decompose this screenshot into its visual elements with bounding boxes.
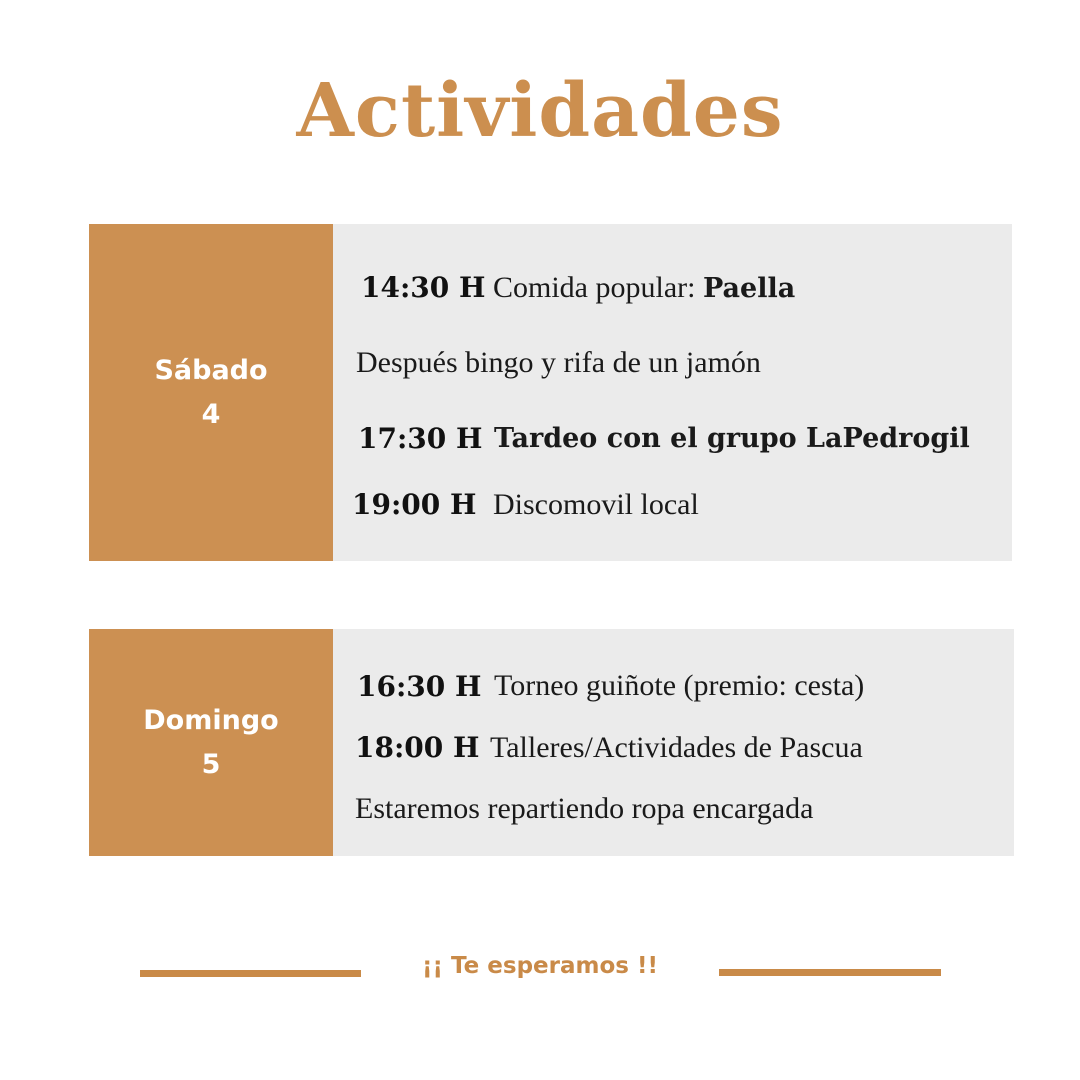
event-note: Estaremos repartiendo ropa encargada [355,792,814,825]
footer-message: ¡¡ Te esperamos !! [422,953,658,979]
day-panel-saturday [333,224,1012,561]
event-time: 17:30 H [358,422,483,455]
event-text: Talleres/Actividades de Pascua [490,731,863,764]
event-text: Torneo guiñote (premio: cesta) [494,669,865,702]
day-name: Domingo [143,704,279,736]
day-name: Sábado [154,354,268,386]
event-note: Después bingo y rifa de un jamón [356,346,761,379]
event-text: Comida popular: [493,271,703,304]
day-label-saturday [89,224,333,561]
event-time: 16:30 H [357,670,482,703]
event-description [493,271,795,305]
event-time: 19:00 H [352,488,477,521]
day-label-sunday [89,629,333,856]
page-title: Actividades [296,68,784,154]
event-text: Discomovil local [493,488,699,521]
event-time: 18:00 H [355,731,480,764]
day-panel-sunday [333,629,1014,856]
event-highlight: Tardeo con el grupo LaPedrogil [494,423,970,454]
event-time: 14:30 H [361,271,486,304]
day-number: 4 [201,398,221,430]
footer-rule-right [719,969,941,976]
footer-rule-left [140,970,361,977]
event-highlight: Paella [702,273,796,304]
day-number: 5 [201,748,221,780]
